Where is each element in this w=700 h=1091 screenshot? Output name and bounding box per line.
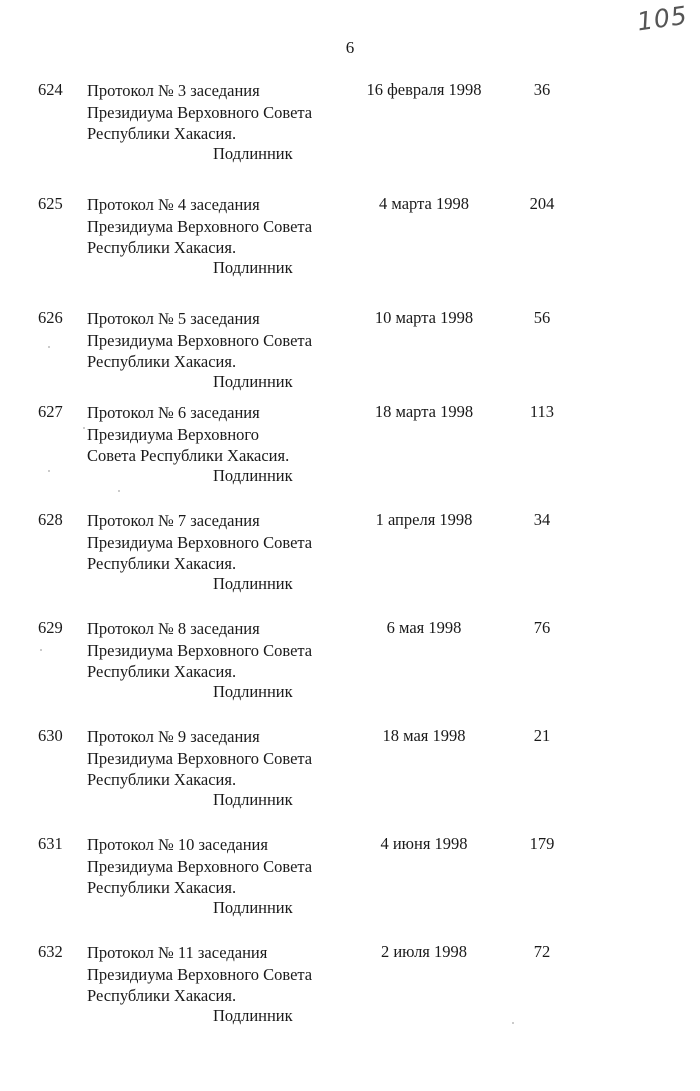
entry-sheet-count: 76	[533, 618, 551, 637]
entry-sheet-count: 113	[529, 402, 555, 421]
entry-date: 16 февраля 1998	[366, 80, 482, 99]
entry-title-line: Республики Хакасия.	[87, 238, 237, 257]
entry-date: 4 июня 1998	[380, 834, 468, 853]
entry-title	[87, 308, 357, 373]
entry-title-line: Совета Республики Хакасия.	[87, 446, 290, 465]
entry-title	[87, 194, 357, 259]
entry-title-line: Протокол № 11 заседания	[87, 943, 268, 962]
entry-title-line: Президиума Верховного Совета	[87, 330, 313, 350]
entry-title	[87, 726, 357, 791]
entry-original-mark: Подлинник	[213, 372, 293, 391]
entry-original-mark: Подлинник	[213, 258, 293, 277]
inventory-entry	[0, 726, 700, 816]
entry-date: 18 мая 1998	[382, 726, 466, 745]
entry-original-mark: Подлинник	[213, 574, 293, 593]
entry-original-mark: Подлинник	[213, 682, 293, 701]
inventory-entry	[0, 618, 700, 708]
entry-title-line: Протокол № 8 заседания	[87, 619, 260, 638]
entry-title	[87, 402, 357, 467]
entry-title-line: Протокол № 4 заседания	[87, 195, 260, 214]
entry-title-line: Республики Хакасия.	[87, 124, 237, 143]
entry-title	[87, 942, 357, 1007]
entry-title-line: Президиума Верховного	[87, 424, 260, 444]
entry-number: 628	[38, 510, 63, 529]
entry-title-line: Республики Хакасия.	[87, 662, 237, 681]
entry-number: 624	[38, 80, 63, 99]
entry-original-mark: Подлинник	[213, 790, 293, 809]
entry-number: 632	[38, 942, 63, 961]
entry-date: 6 мая 1998	[386, 618, 462, 637]
entry-title-line: Протокол № 6 заседания	[87, 403, 260, 422]
entry-date: 10 марта 1998	[374, 308, 474, 327]
entry-date: 18 марта 1998	[374, 402, 474, 421]
entry-title-line: Протокол № 9 заседания	[87, 727, 260, 746]
entry-date: 1 апреля 1998	[375, 510, 473, 529]
entry-sheet-count: 204	[529, 194, 555, 213]
scan-speck	[512, 1022, 514, 1024]
entry-number: 625	[38, 194, 63, 213]
entry-date: 4 марта 1998	[379, 194, 469, 213]
entry-original-mark: Подлинник	[213, 1006, 293, 1025]
scan-speck	[48, 470, 50, 472]
entry-sheet-count: 179	[529, 834, 555, 853]
entry-title	[87, 80, 357, 145]
entry-sheet-count: 34	[533, 510, 551, 529]
entry-original-mark: Подлинник	[213, 898, 293, 917]
entry-number: 629	[38, 618, 63, 637]
entry-title-line: Протокол № 10 заседания	[87, 835, 268, 854]
entry-title-line: Республики Хакасия.	[87, 554, 237, 573]
inventory-entry	[0, 194, 700, 284]
entry-title-line: Республики Хакасия.	[87, 986, 237, 1005]
archive-sheet-number: 105	[635, 0, 690, 37]
entry-title-line: Протокол № 3 заседания	[87, 81, 260, 100]
entry-title	[87, 510, 357, 575]
inventory-entry	[0, 834, 700, 924]
entry-number: 631	[38, 834, 63, 853]
entry-title-line: Президиума Верховного Совета	[87, 856, 313, 876]
entry-title-line: Президиума Верховного Совета	[87, 964, 313, 984]
entry-title-line: Протокол № 5 заседания	[87, 309, 260, 328]
entry-sheet-count: 21	[533, 726, 551, 745]
entry-title-line: Президиума Верховного Совета	[87, 102, 313, 122]
entry-title-line: Протокол № 7 заседания	[87, 511, 260, 530]
scan-speck	[83, 427, 85, 429]
scan-speck	[48, 346, 50, 348]
entry-sheet-count: 36	[533, 80, 551, 99]
entry-number: 627	[38, 402, 63, 421]
page-number: 6	[345, 38, 355, 57]
entry-title-line: Президиума Верховного Совета	[87, 216, 313, 236]
scan-speck	[118, 490, 120, 492]
entry-original-mark: Подлинник	[213, 144, 293, 163]
entry-title-line: Президиума Верховного Совета	[87, 640, 313, 660]
entry-date: 2 июля 1998	[380, 942, 468, 961]
inventory-entry	[0, 402, 700, 492]
entry-number: 630	[38, 726, 63, 745]
entry-number: 626	[38, 308, 63, 327]
entry-sheet-count: 72	[533, 942, 551, 961]
entry-title	[87, 834, 357, 899]
inventory-entry	[0, 80, 700, 170]
scan-speck	[40, 649, 42, 651]
entry-sheet-count: 56	[533, 308, 551, 327]
entry-title-line: Республики Хакасия.	[87, 878, 237, 897]
entry-title-line: Республики Хакасия.	[87, 770, 237, 789]
entry-title-line: Республики Хакасия.	[87, 352, 237, 371]
entry-title-line: Президиума Верховного Совета	[87, 748, 313, 768]
entry-original-mark: Подлинник	[213, 466, 293, 485]
inventory-entry	[0, 308, 700, 398]
inventory-entry	[0, 510, 700, 600]
inventory-entry	[0, 942, 700, 1032]
entry-title	[87, 618, 357, 683]
entry-title-line: Президиума Верховного Совета	[87, 532, 313, 552]
